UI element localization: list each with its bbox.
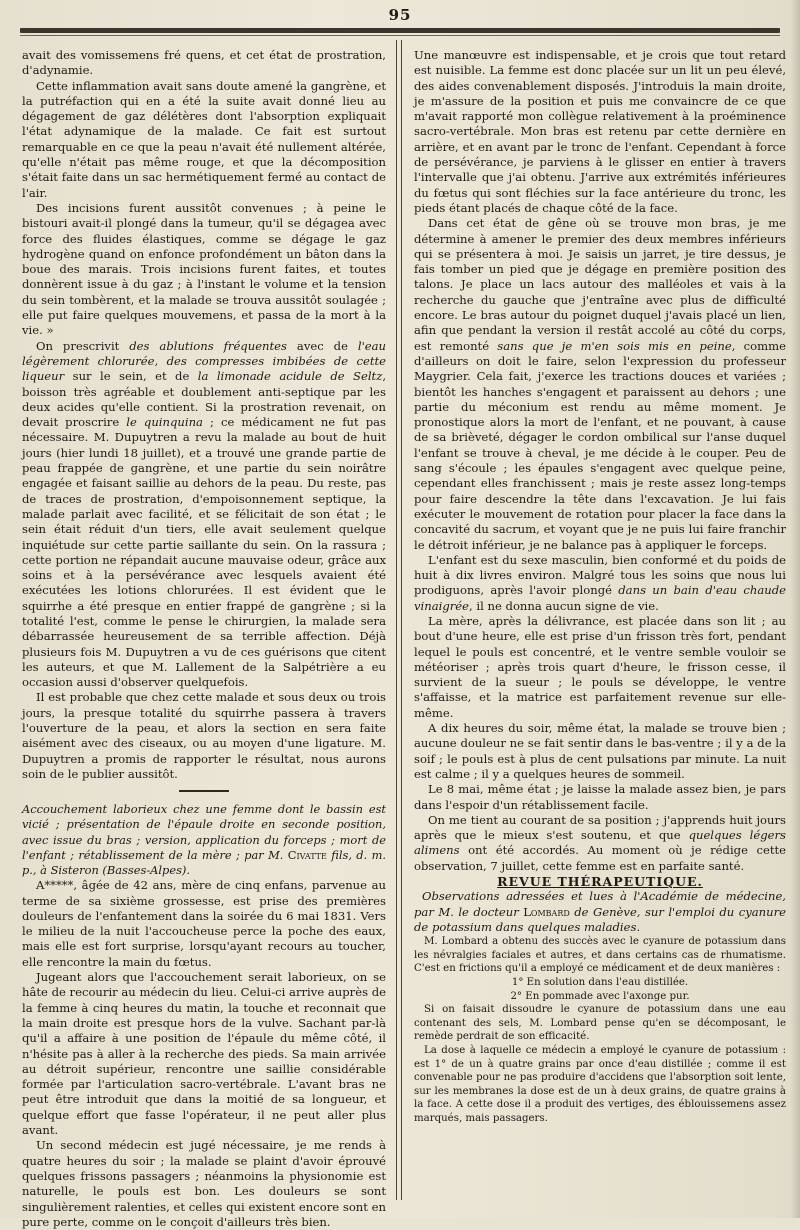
author-name: Lombard (523, 904, 570, 919)
italic-run: dans un bain d'eau chaude vinaigrée (414, 583, 787, 613)
heading-text: Observations adressées et lues à l'Académie de médecine, par M. le docteur (414, 889, 786, 919)
separator-rule (179, 790, 229, 792)
text-run: On me tient au courant de sa position ; j'apprends huit jours après que le mieux s'est soutenu, et que (414, 812, 786, 843)
paragraph: Il est probable que chez cette malade et sous deux ou trois jours, la presque totalité du squirrhe passera à travers l'ouverture de la peau, et alors la section en sera faite aisément avec des ciseaux, ou au moyen d'une ligature. M. Dupuytren a promis de rapporter le résultat, nous aurons soin de le publier aussitôt. (22, 690, 386, 781)
page-edge-shadow (790, 0, 800, 1218)
paragraph: Une manœuvre est indispensable, et je crois que tout retard est nuisible. La femme est donc placée sur un lit un peu élevé, des aides convenablement disposés. J'introduis la main droite, je m'assure de la position et puis me convaincre de ce que m'avait rapporté mon collègue relativement à la proéminence sacro-vertébrale. Mon bras est retenu par cette dernière en arrière, et en avant par le tronc de l'enfant. Cependant à force de persévérance, je parviens à le glisser en entier à travers l'intervalle que j'ai obtenu. J'arrive aux extrémités inférieures du fœtus qui sont fléchies sur la face antérieure du tronc, les pieds étant placés de chaque côté de la face. (414, 48, 786, 215)
paragraph: La mère, après la délivrance, est placée dans son lit ; au bout d'une heure, elle est prise d'un frisson très fort, pendant lequel le pouls est concentré, et le ventre semble vouloir se météoriser ; après trois quart d'heure, le frisson cesse, il survient de la sueur ; le pouls se développe, le ventre s'affaisse, et la matrice est parfaitement revenue sur elle-même. (414, 613, 786, 720)
paragraph (414, 553, 786, 614)
paragraph: Cette inflammation avait sans doute amené la gangrène, et la putréfaction qui en a été la suite avait donné lieu au dégagement de gaz délétères dont l'absorption expliquait l'état adynamique de la malade. Ce fait est surtout remarquable en ce que la peau n'avait été nullement altérée, qu'elle n'était pas même rouge, et que la décomposition s'était faite dans un sac hermétiquement fermé au contact de l'air. (22, 78, 386, 200)
heading-text: de Genève, sur l'emploi du cyanure de potassium dans quelques maladies. (414, 904, 786, 934)
text-run: ont été accordés. Au moment où je rédige cette observation, 7 juillet, cette femme est en parfaite santé. (414, 843, 786, 873)
paragraph: Jugeant alors que l'accouchement serait laborieux, on se hâte de recourir au médecin du lieu. Celui-ci arrive auprès de la femme à cinq heures du matin, la touche et reconnait que la main droite est presque hors de la vulve. Sachant par-là qu'il a affaire à une position de l'épaule du même côté, il n'hésite pas à aller à la recherche des pieds. Sa main arrivée au détroit supérieur, rencontre une saillie considérable formée par l'articulation sacro-vertébrale. L'avant bras ne peut être introduit que dans la moitié de sa longueur, et quelque effort que fasse l'opérateur, il ne peut aller plus avant. (22, 970, 386, 1138)
paragraph: avait des vomissemens fré quens, et cet état de prostration, d'adynamie. (22, 48, 386, 78)
text-run: Dans cet état de gêne où se trouve mon bras, je me détermine à amener le premier des deux membres inférieurs qui se présentera à moi. Je saisis un jarret, je tire dessus, je fais tomber un pied que je dégage en première position des talons. Je place un lacs autour des malléoles et vais à la recherche du gauche que j'entraîne avec plus de difficulté encore. Le bras autour du poignet duquel j'avais placé un lien, afin que pendant la version il restât accolé au côté du corps, est remonté (414, 216, 786, 353)
text-run: ; ce médicament ne fut pas nécessaire. M. Dupuytren a revu la malade au bout de huit jours (hier lundi 18 juillet), et a trouvé une grande partie de peau frappée de gangrène, et une partie du sein noirâtre engagée et faisant saillie au dehors de la peau. Du reste, pas de traces de prostration, d'empoisonnement septique, la malade parlait avec facilité, et se félicitait de son état ; le sein était réduit d'un tiers, elle avait seulement quelque inquiétude sur cette partie saillante du sein. On la rassura ; cette portion ne répandait aucune mauvaise odeur, grâce aux soins et à la persévérance avec lesquels avaient été exécutées les lotions chlorurées. Il est évident que le squirrhe a été presque en entier frappé de gangrène ; si la totalité l'est, comme le pense le chirurgien, la malade sera débarrassée heureusement de sa terrible affection. Déjà plusieurs fois M. Dupuytren a vu de ces guérisons que citent les auteurs, et que M. Lallement de la Salpétrière a eu occasion aussi d'observer quelquefois. (22, 415, 386, 690)
text-run: , boisson très agréable et doublement anti-septique par les deux acides qu'elle contient. Si la prostration revenait, on devait proscrire (22, 369, 386, 430)
paragraph: M. Lombard a obtenu des succès avec le cyanure de potassium dans les névralgies faciales et autres, et dans certains cas de rhumatisme. C'est en frictions qu'il a employé ce médicament et de deux manières : (414, 936, 786, 975)
italic-run: quelques légers alimens (414, 828, 787, 858)
text-run: sur le sein, et de (64, 369, 198, 384)
italic-run: le quinquina (126, 415, 203, 430)
paragraph (22, 339, 386, 691)
top-rule (20, 28, 780, 33)
paragraph: La dose à laquelle ce médecin a employé le cyanure de potassium : est 1° de un à quatre grains par once d'eau distillée ; comme il est convenable pour ne pas produire d'accidens que l'absorption soit lente, sur les membranes la dose est de un à deux grains, de quatre grains à la face. A cette dose il a produit des vertiges, des éblouissemens assez marqués, mais passagers. (414, 1044, 786, 1124)
paragraph: A*****, âgée de 42 ans, mère de cinq enfans, parvenue au terme de sa sixième grossesse, est prise des premières douleurs de l'enfantement dans la soirée du 6 mai 1831. Vers le milieu de la nuit l'accoucheuse perce la poche des eaux, mais elle est fort surprise, lorsqu'ayant recours au toucher, elle rencontre la main du fœtus. (22, 878, 386, 969)
section-title-text: REVUE THÉRAPEUTIQUE. (497, 874, 703, 890)
author-name: Civatte (287, 847, 327, 862)
small-print-block (414, 935, 786, 1125)
heading-text: Accouchement laborieux chez une femme dont le bassin est vicié ; présentation de l'épaule droite en seconde position, avec issue du bras ; version, application du forceps ; mort de l'enfant ; rétablissement de la mère ; par M. (22, 802, 386, 862)
paragraph: Des incisions furent aussitôt convenues ; à peine le bistouri avait-il plongé dans la tumeur, qu'il se dégagea avec force des fluides élastiques, comme se dégage le gaz hydrogène quand on enfonce profondément un bâton dans la boue des marais. Trois incisions furent faites, et toutes donnèrent issue à du gaz ; à l'instant le volume et la tension du sein tombèrent, et la malade se trouva aussitôt soulagée ; elle put faire quelques mouvemens, et passa de la mort à la vie. » (22, 200, 386, 338)
left-column (22, 48, 386, 1230)
right-column (414, 48, 786, 1126)
heading-text: fils, d. m. p., à Sisteron (Basses-Alpes). (22, 847, 387, 878)
text-run: , comme d'ailleurs on doit le faire, selon l'expression du professeur Maygrier. Cela fait, j'exerce les tractions douces et variées ; bientôt les hanches s'engagent et paraissent au dehors ; une partie du méconium est rendu au même moment. Je pronostique alors la mort de l'enfant, et ne pouvant, à cause de sa brièveté, dégager le cordon ombilical sur l'anse duquel l'enfant se trouve à cheval, je me décide à le couper. Peu de sang s'écoule ; les épaules s'engagent avec quelque peine, cependant elles franchissent ; mais je reste assez long-temps pour faire descendre la tête dans l'excavation. Je lui fais exécuter le mouvement de rotation pour placer la face dans la concavité du sacrum, et voyant que je ne puis lui faire franchir le détroit inférieur, je ne balance pas à appliquer le forceps. (414, 338, 786, 552)
page-number: 95 (388, 6, 412, 24)
italic-run: sans que je m'en sois mis en peine (497, 338, 732, 353)
list-item: 1° En solution dans l'eau distillée. (511, 977, 689, 988)
list-item: 2° En pommade avec l'axonge pur. (510, 990, 690, 1002)
article-heading (22, 802, 386, 878)
paragraph (414, 216, 786, 553)
section-title (414, 874, 786, 889)
paragraph: Si on faisait dissoudre le cyanure de potassium dans une eau contenant des sels, M. Lombard pense qu'en se décomposant, le remède perdrait de son efficacité. (414, 1004, 786, 1043)
italic-run: des ablutions fréquentes (129, 338, 287, 353)
paragraph: Le 8 mai, même état ; je laisse la malade assez bien, je pars dans l'espoir d'un rétablissement facile. (414, 782, 786, 812)
paragraph: Un second médecin est jugé nécessaire, je me rends à quatre heures du soir ; la malade se plaint d'avoir éprouvé quelques frissons passagers ; néanmoins la physionomie est naturelle, le pouls est bon. Les douleurs se sont singulièrement ralenties, et celles qui existent encore sont en pure perte, comme on le conçoit d'ailleurs très bien. (22, 1138, 386, 1229)
text-run: On prescrivit (36, 338, 130, 353)
text-run: L'enfant est du sexe masculin, bien conformé et du poids de huit à dix livres environ. Malgré tous les soins que nous lui prodiguons, après l'avoir plongé (414, 552, 786, 598)
text-run: avec de (287, 338, 358, 353)
column-divider (396, 40, 402, 1200)
observation-heading (414, 889, 786, 935)
italic-run: l'eau légèrement chlorurée, des compresses imbibées de cette liqueur (22, 338, 387, 384)
italic-run: la limonade acidule de Seltz (197, 369, 383, 384)
text-run: , il ne donna aucun signe de vie. (469, 598, 659, 613)
paragraph: A dix heures du soir, même état, la malade se trouve bien ; aucune douleur ne se fait sentir dans le bas-ventre ; il y a de la soif ; le pouls est à plus de cent pulsations par minute. La nuit est calme ; il y a quelques heures de sommeil. (414, 721, 786, 781)
paragraph (414, 813, 786, 874)
